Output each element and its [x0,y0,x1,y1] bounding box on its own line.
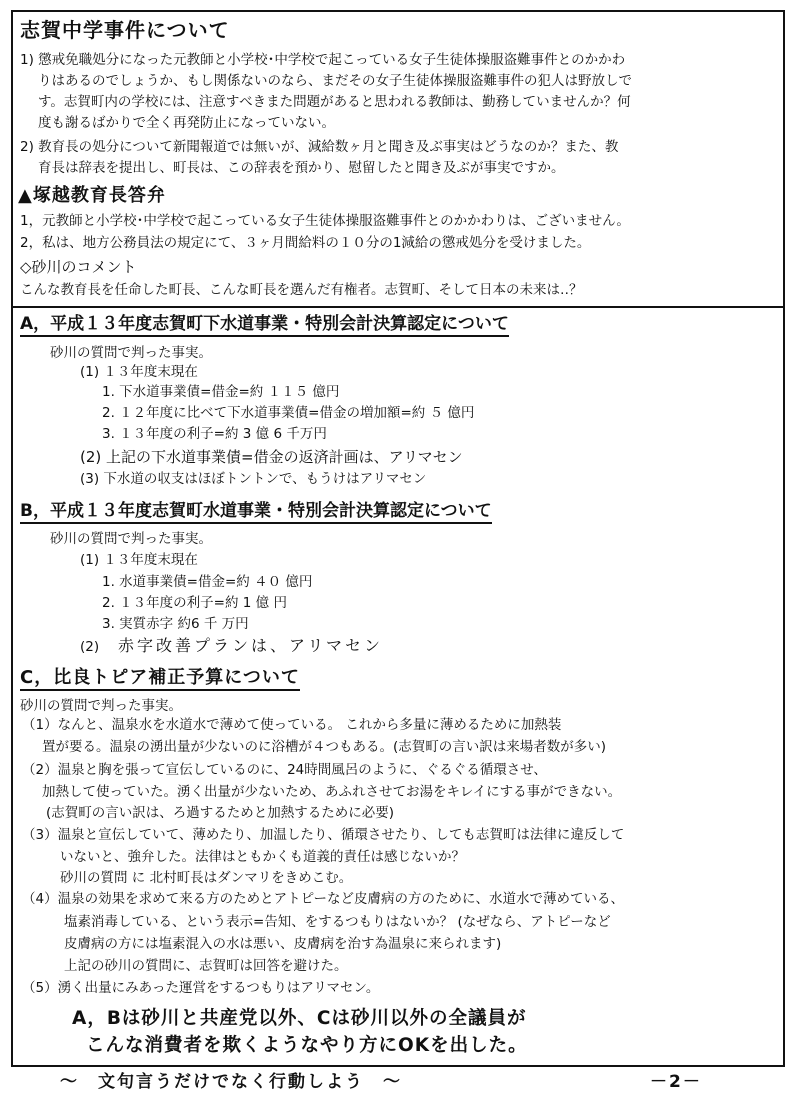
section-a-item-2: (2) 上記の下水道事業債=借金の返済計画は、アリマセン [80,448,463,466]
page-number: －2－ [650,1072,702,1092]
section-b-sub-item: 2. １３年度の利子=約 1 億 円 [102,595,287,611]
question-1-line: りはあるのでしょうか、もし関係ないのなら、まだその女子生徒体操服盗難事件の犯人は野放しで [38,73,632,89]
answer-line: 2，私は、地方公務員法の規定にて、３ヶ月間給料の１０分の1減給の懲戒処分を受けました。 [20,235,591,251]
section-c-line: 加熱して使っていた。湧く出量が少ないため、あふれさせてお湯をキレイにする事ができない。 [42,784,622,800]
section-a-intro: 砂川の質問で判った事実。 [50,345,212,361]
section-b-item-2-number: (2) [80,639,100,655]
question-2-line: 2) 教育長の処分について新聞報道では無いが、減給数ヶ月と聞き及ぶ事実はどうなのか？また、教 [20,139,619,155]
question-1-line: 度も謝るばかりで全く再発防止になっていない。 [38,115,335,131]
section-c-line: （5）湧く出量にみあった運営をするつもりはアリマセン。 [22,980,380,996]
section-a-sub-item: 3. １３年度の利子=約 3 億 6 千万円 [102,426,327,442]
section-c-line: （4）温泉の効果を求めて来る方のためとアトピーなど皮膚病の方のために、水道水で薄めている、 [22,891,625,907]
question-1-line: す。志賀町内の学校には、注意すべきまた問題があると思われる教師は、勤務していませんか？何 [38,94,631,110]
question-2-line: 育長は辞表を提出し、町長は、この辞表を預かり、慰留したと聞き及ぶが事実ですか。 [38,160,565,176]
section-b-item-1: (1) １３年度末現在 [80,552,198,568]
section-c-line: いないと、強弁した。法律はともかくも道義的責任は感じないか？ [60,849,465,865]
section-c-line: 皮膚病の方には塩素混入の水は悪い、皮膚病を治す為温泉に来られます) [64,936,502,952]
section-divider [11,306,785,308]
section-a-sub-item: 1. 下水道事業債=借金=約 １１５ 億円 [102,384,340,400]
section-c-heading: C，比良トピア補正予算について [20,669,300,691]
section-c-line: 砂川の質問 に 北村町長はダンマリをきめこむ。 [60,870,353,886]
section-a-item-1: (1) １３年度末現在 [80,364,198,380]
footer-slogan: ～ 文句言うだけでなく行動しよう ～ [60,1072,402,1092]
section-title-shiga-incident: 志賀中学事件について [20,18,230,42]
section-a-sub-item: 2. １２年度に比べて下水道事業債=借金の増加額=約 ５ 億円 [102,405,475,421]
section-b-intro: 砂川の質問で判った事実。 [50,531,212,547]
section-c-line: （1）なんと、温泉水を水道水で薄めて使っている。 これから多量に薄めるために加熱装 [22,717,562,733]
question-1-line: 1) 懲戒免職処分になった元教師と小学校･中学校で起こっている女子生徒体操服盗難事件とのかかわ [20,52,626,68]
comment-text: こんな教育長を任命した町長、こんな町長を選んだ有権者。志賀町、そして日本の未来は‥？ [20,282,583,298]
section-c-intro: 砂川の質問で判った事実。 [20,698,182,714]
comment-heading: ◇砂川のコメント [20,258,137,276]
section-c-line: (志賀町の言い訳は、ろ過するためと加熱するために必要) [46,805,395,821]
closing-line: A，Bは砂川と共産党以外、Cは砂川以外の全議員が [72,1008,527,1029]
section-b-sub-item: 1. 水道事業債=借金=約 ４０ 億円 [102,574,313,590]
section-c-line: 置が要る。温泉の湧出量が少ないのに浴槽が４つもある。(志賀町の言い訳は来場者数が多い) [42,739,607,755]
closing-line: こんな消費者を欺くようなやり方にOKを出した。 [86,1035,528,1056]
section-a-item-3: (3) 下水道の収支はほぼトントンで、もうけはアリマセン [80,471,427,487]
section-c-line: 上記の砂川の質問に、志賀町は回答を避けた。 [64,958,348,974]
section-c-line: 塩素消毒している、という表示=告知、をするつもりはないか？ (なぜなら、アトピーなど [64,914,611,930]
section-a-heading: A，平成１３年度志賀町下水道事業・特別会計決算認定について [20,316,509,337]
answer-line: 1，元教師と小学校･中学校で起こっている女子生徒体操服盗難事件とのかかわりは、ございません。 [20,213,630,229]
section-b-heading: B，平成１３年度志賀町水道事業・特別会計決算認定について [20,503,492,524]
section-b-item-2-text: 赤字改善プランは、アリマセン [118,636,384,655]
section-c-line: （2）温泉と胸を張って宣伝しているのに、24時間風呂のように、ぐるぐる循環させ、 [22,762,547,778]
section-c-line: （3）温泉と宣伝していて、薄めたり、加温したり、循環させたり、しても志賀町は法律に違反して [22,827,625,843]
answer-heading: ▲塚越教育長答弁 [18,185,166,206]
section-b-sub-item: 3. 実質赤字 約6 千 万円 [102,616,249,632]
